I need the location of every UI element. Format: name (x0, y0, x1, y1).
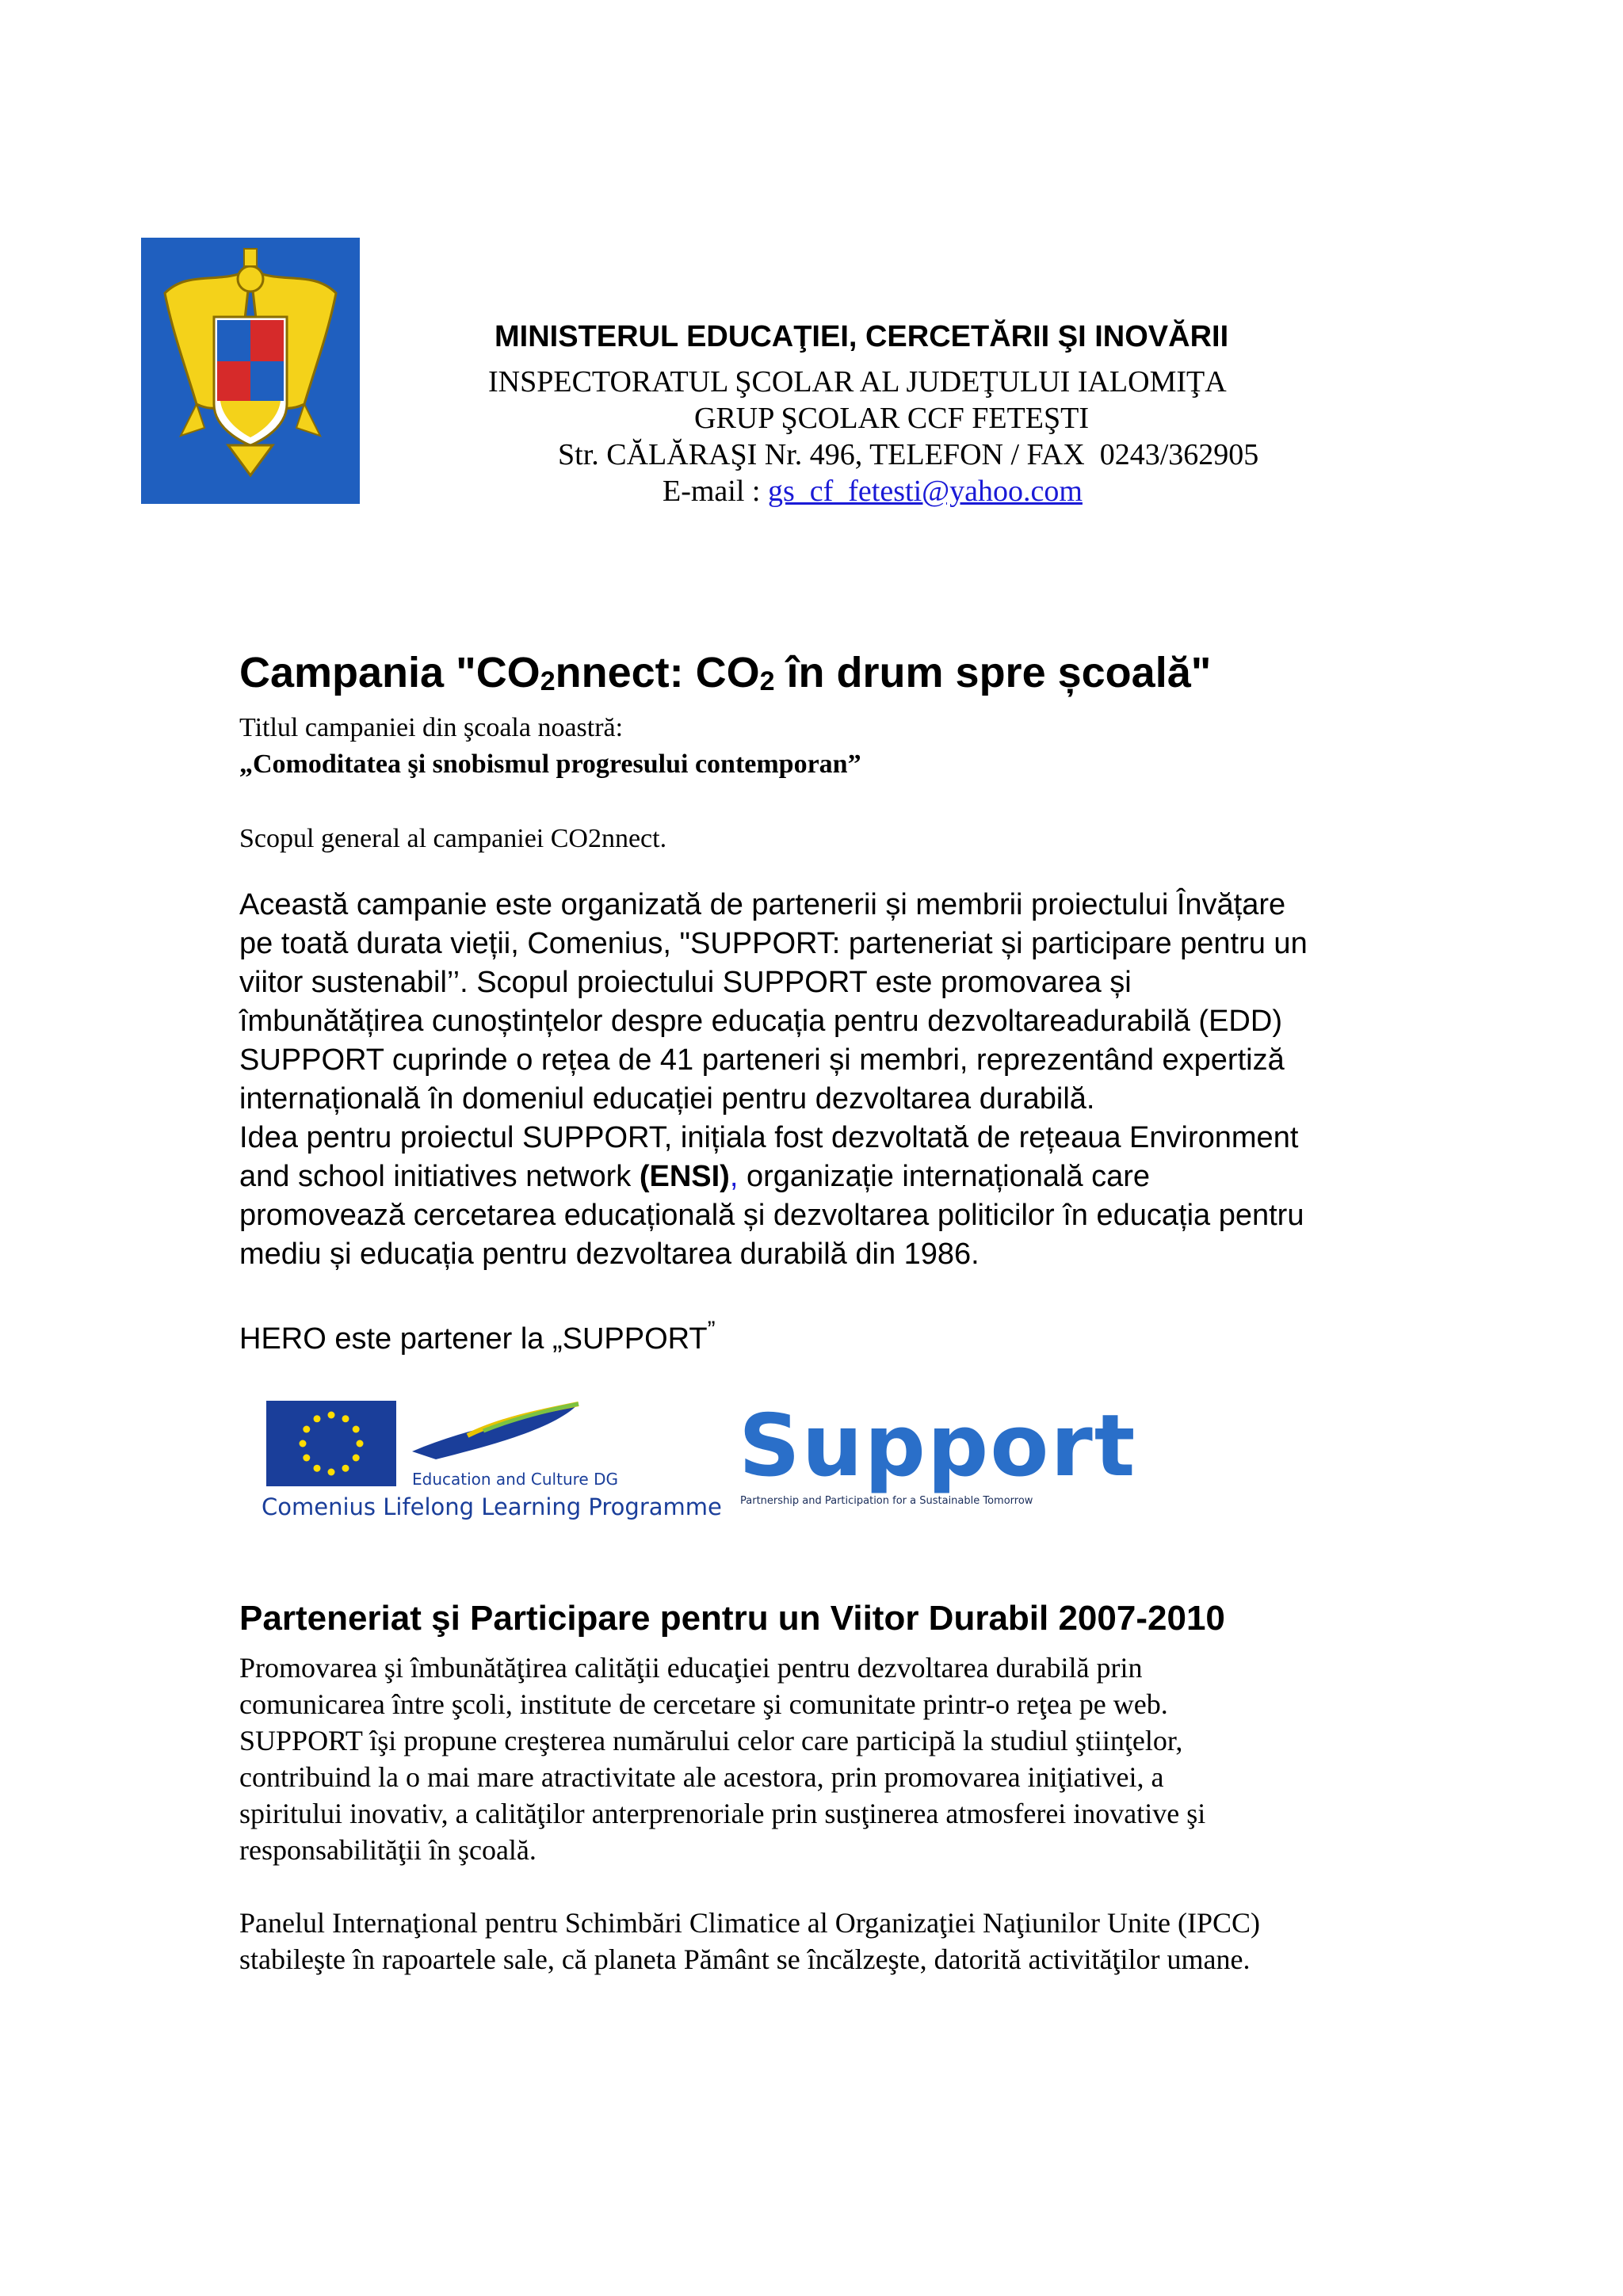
paragraph-line: mediu și educația pentru dezvoltarea durabilă din 1986. (239, 1238, 980, 1271)
eu-caption-programme: Comenius Lifelong Learning Programme (262, 1493, 721, 1520)
eu-star-icon (328, 1469, 335, 1476)
paragraph-line: viitor sustenabil’’. Scopul proiectului SUPPORT este promovarea și (239, 966, 1132, 999)
email-link[interactable]: gs_cf_fetesti@yahoo.com (767, 475, 1083, 508)
email-line (663, 474, 1083, 509)
eu-star-icon (353, 1426, 360, 1433)
eu-star-icon (314, 1415, 321, 1422)
campaign-title (239, 648, 1211, 697)
eu-star-icon (300, 1440, 307, 1447)
support-description (239, 886, 1412, 1274)
inspectorate-line: INSPECTORATUL ŞCOLAR AL JUDEŢULUI IALOMIŢA (488, 365, 1227, 399)
comenius-eu-logo (262, 1396, 721, 1531)
paragraph-line: contribuind la o mai mare atractivitate ale acestora, prin promovarea iniţiativei, a (239, 1761, 1164, 1793)
text-segment: and school initiatives network (239, 1160, 640, 1193)
eu-star-icon (342, 1465, 349, 1472)
paragraph-line: spiritului inovativ, a calităţilor anterprenoriale prin susţinerea atmosferei inovative şi (239, 1798, 1206, 1829)
paragraph-line: stabileşte în rapoartele sale, că planeta Pământ se încălzeşte, datorită activităţilor umane. (239, 1943, 1251, 1975)
hero-partner-line (239, 1310, 716, 1359)
title-part: nnect: CO (555, 649, 760, 696)
paragraph-line: Promovarea şi îmbunătăţirea calităţii educaţiei pentru dezvoltarea durabilă prin (239, 1652, 1143, 1684)
email-label: E-mail : (663, 475, 768, 508)
campaign-subtitle: „Comoditatea şi snobismul progresului contemporan” (239, 749, 861, 779)
title-part: în drum spre școală" (774, 649, 1212, 696)
paragraph-line: responsabilităţii în şcoală. (239, 1834, 537, 1866)
ensi-acronym: (ENSI) (639, 1160, 730, 1193)
eu-star-icon (303, 1426, 310, 1433)
paragraph-line: promovează cercetarea educațională și dezvoltarea politicilor în educația pentru (239, 1199, 1304, 1232)
eu-star-icon (303, 1455, 310, 1462)
paragraph-line: SUPPORT cuprinde o rețea de 41 parteneri și membri, reprezentând expertiză (239, 1043, 1285, 1077)
paragraph-line: comunicarea între şcoli, institute de cercetare şi comunitate printr-o reţea pe web. (239, 1688, 1168, 1720)
paragraph-line: Idea pentru proiectul SUPPORT, inițiala fost dezvoltată de rețeaua Environment (239, 1121, 1299, 1154)
text-segment: organizație internațională care (738, 1160, 1151, 1193)
campaign-scope-label: Scopul general al campaniei CO2nnect. (239, 824, 667, 853)
paragraph-line: internațională în domeniul educației pentru dezvoltarea durabilă. (239, 1082, 1095, 1116)
paragraph-line: Această campanie este organizată de partenerii și membrii proiectului Învățare (239, 888, 1286, 921)
section-paragraph (239, 1650, 1428, 1868)
closing-quote: ” (707, 1317, 716, 1343)
eu-star-icon (357, 1440, 364, 1447)
support-tagline: Partnership and Participation for a Sustainable Tomorrow (740, 1495, 1033, 1507)
school-name: GRUP ŞCOLAR CCF FETEŞTI (694, 402, 1089, 435)
support-project-logo (737, 1396, 1165, 1515)
paragraph-line: SUPPORT îşi propune creşterea numărului celor care participă la studiul ştiinţelor, (239, 1725, 1183, 1756)
school-address: Str. CĂLĂRAŞI Nr. 496, TELEFON / FAX 0243/362905 (558, 438, 1259, 471)
eu-caption-dg: Education and Culture DG (412, 1470, 618, 1489)
paragraph-line-ensi (239, 1158, 1412, 1196)
ministry-heading: MINISTERUL EDUCAŢIEI, CERCETĂRII ŞI INOVĂRII (495, 320, 1229, 353)
paragraph-line: Panelul Internaţional pentru Schimbări Climatice al Organizaţiei Naţiunilor Unite (IPCC) (239, 1907, 1261, 1939)
title-part: Campania "CO (239, 649, 540, 696)
section-title: Parteneriat şi Participare pentru un Viitor Durabil 2007-2010 (239, 1599, 1225, 1638)
ensi-link[interactable]: , (729, 1160, 739, 1193)
support-wordmark: Support (739, 1397, 1137, 1496)
title-subscript: 2 (540, 666, 556, 696)
title-subscript: 2 (759, 666, 775, 696)
campaign-subtitle-label: Titlul campaniei din şcoala noastră: (239, 713, 624, 742)
paragraph-line: pe toată durata vieții, Comenius, "SUPPORT: parteneriat și participare pentru un (239, 927, 1308, 960)
eu-star-icon (314, 1465, 321, 1472)
eu-star-icon (328, 1412, 335, 1419)
eu-star-icon (342, 1415, 349, 1422)
eu-star-icon (353, 1455, 360, 1462)
hero-text: HERO este partener la „SUPPORT (239, 1322, 708, 1356)
romania-coat-of-arms (141, 238, 360, 504)
ipcc-paragraph (239, 1905, 1428, 1978)
paragraph-line: îmbunătățirea cunoștințelor despre educația pentru dezvoltareadurabilă (EDD) (239, 1005, 1282, 1038)
